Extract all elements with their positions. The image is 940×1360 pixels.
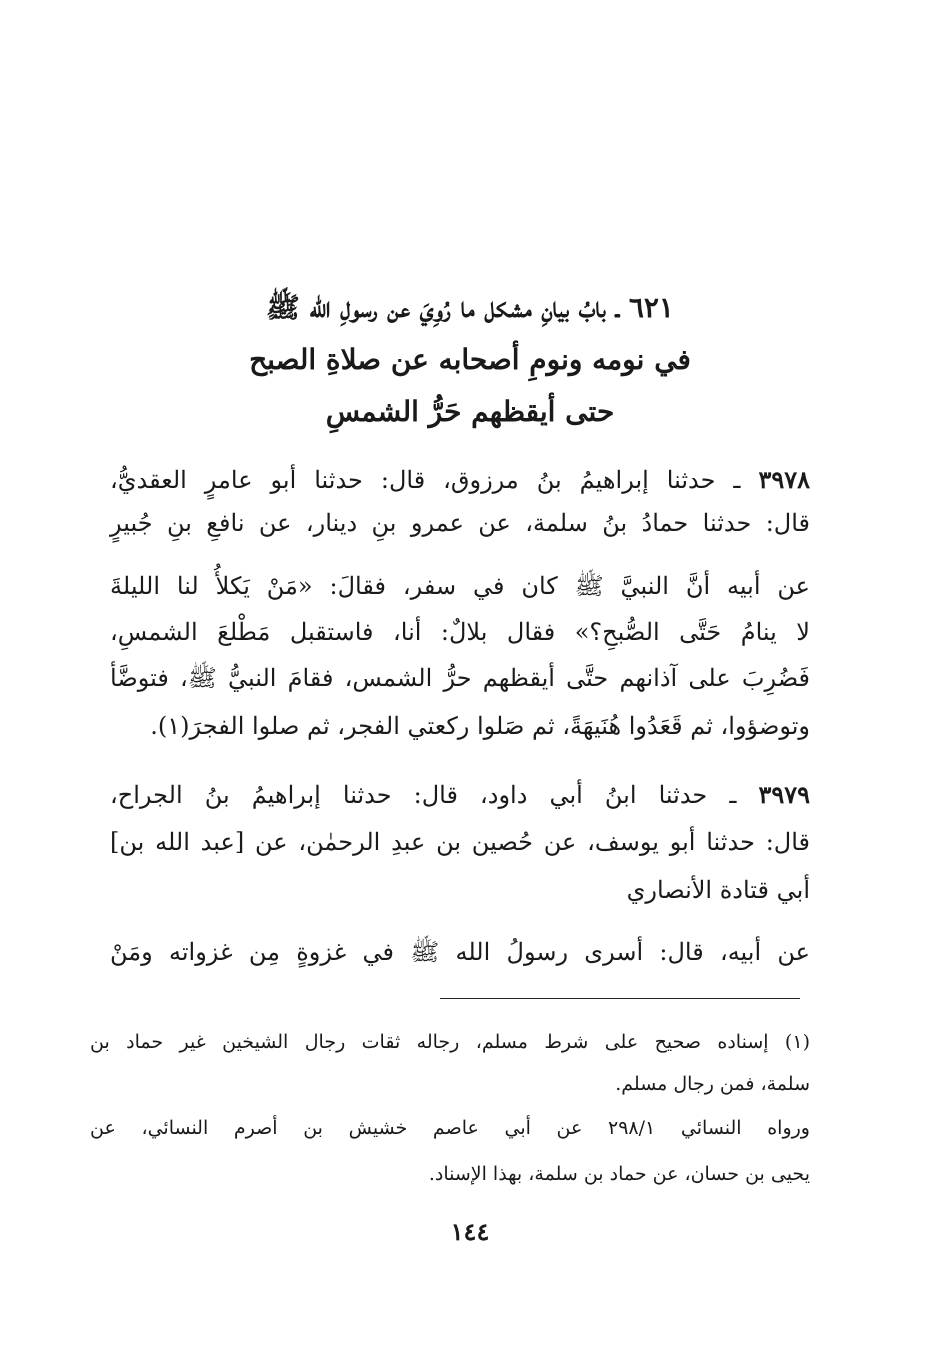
chapter-title-line-3: حتى أيقظهم حَرُّ الشمسِ	[325, 395, 615, 428]
chapter-title-line-1: ٦٢١ ـ بابُ بيانِ مشكل ما رُوِيَ عن رسولِ الله ﷺ	[266, 291, 674, 324]
footnote-separator	[440, 998, 800, 999]
hadith-3978-line-5: فَضُرِبَ على آذانهم حتَّى أيقظهم حرُّ الشمس، فقامَ النبيُّ ﷺ، فتوضَّأ	[110, 664, 810, 692]
footnote-line-1: (١) إسناده صحيح على شرط مسلم، رجاله ثقات رجال الشيخين غير حماد بن	[90, 1031, 810, 1053]
hadith-number: ٣٩٧٩	[758, 780, 810, 809]
hadith-3978-line-3: عن أبيه أنَّ النبيَّ ﷺ كان في سفر، فقالَ: «مَنْ يَكلأُ لنا الليلةَ	[110, 572, 810, 600]
hadith-3979-line-4: عن أبيه، قال: أسرى رسولُ الله ﷺ في غزوةٍ مِن غزواته ومَنْ	[110, 938, 811, 966]
hadith-3979-line-1	[110, 775, 810, 815]
page-number: ١٤٤	[450, 1217, 490, 1246]
hadith-3979-line-2: قال: حدثنا أبو يوسف، عن حُصين بن عبدِ الرحمٰن، عن [عبد الله بن]	[110, 828, 810, 856]
hadith-number: ٣٩٧٨	[758, 465, 810, 494]
hadith-text: ـ حدثنا ابنُ أبي داود، قال: حدثنا إبراهيمُ بنُ الجراح،	[110, 781, 737, 809]
footnote-line-3: ورواه النسائي ٢٩٨/١ عن أبي عاصم خشيش بن أصرم النسائي، عن	[90, 1117, 810, 1139]
footnote-line-4: يحيى بن حسان، عن حماد بن سلمة، بهذا الإسناد.	[428, 1163, 810, 1185]
hadith-3978-line-1	[110, 460, 810, 500]
chapter-title-line-2: في نومه ونومِ أصحابه عن صلاةِ الصبح	[249, 343, 691, 376]
hadith-3979-line-3: أبي قتادة الأنصاري	[626, 876, 810, 904]
footnote-line-2: سلمة، فمن رجال مسلم.	[615, 1073, 810, 1095]
hadith-3978-line-6: وتوضؤوا، ثم قَعَدُوا هُنَيهَةً، ثم صَلوا ركعتي الفجر، ثم صلوا الفجرَ(١).	[150, 712, 810, 740]
chapter-heading	[100, 282, 840, 438]
hadith-text: ـ حدثنا إبراهيمُ بنُ مرزوق، قال: حدثنا أبو عامرٍ العقديُّ،	[110, 466, 741, 494]
hadith-3978-line-4: لا ينامُ حَتَّى الصُّبحِ؟» فقال بلالٌ: أنا، فاستقبل مَطْلعَ الشمسِ،	[110, 618, 810, 646]
hadith-3978-line-2: قال: حدثنا حمادُ بنُ سلمة، عن عمرو بنِ دينار، عن نافعِ بنِ جُبيرٍ	[110, 509, 810, 537]
